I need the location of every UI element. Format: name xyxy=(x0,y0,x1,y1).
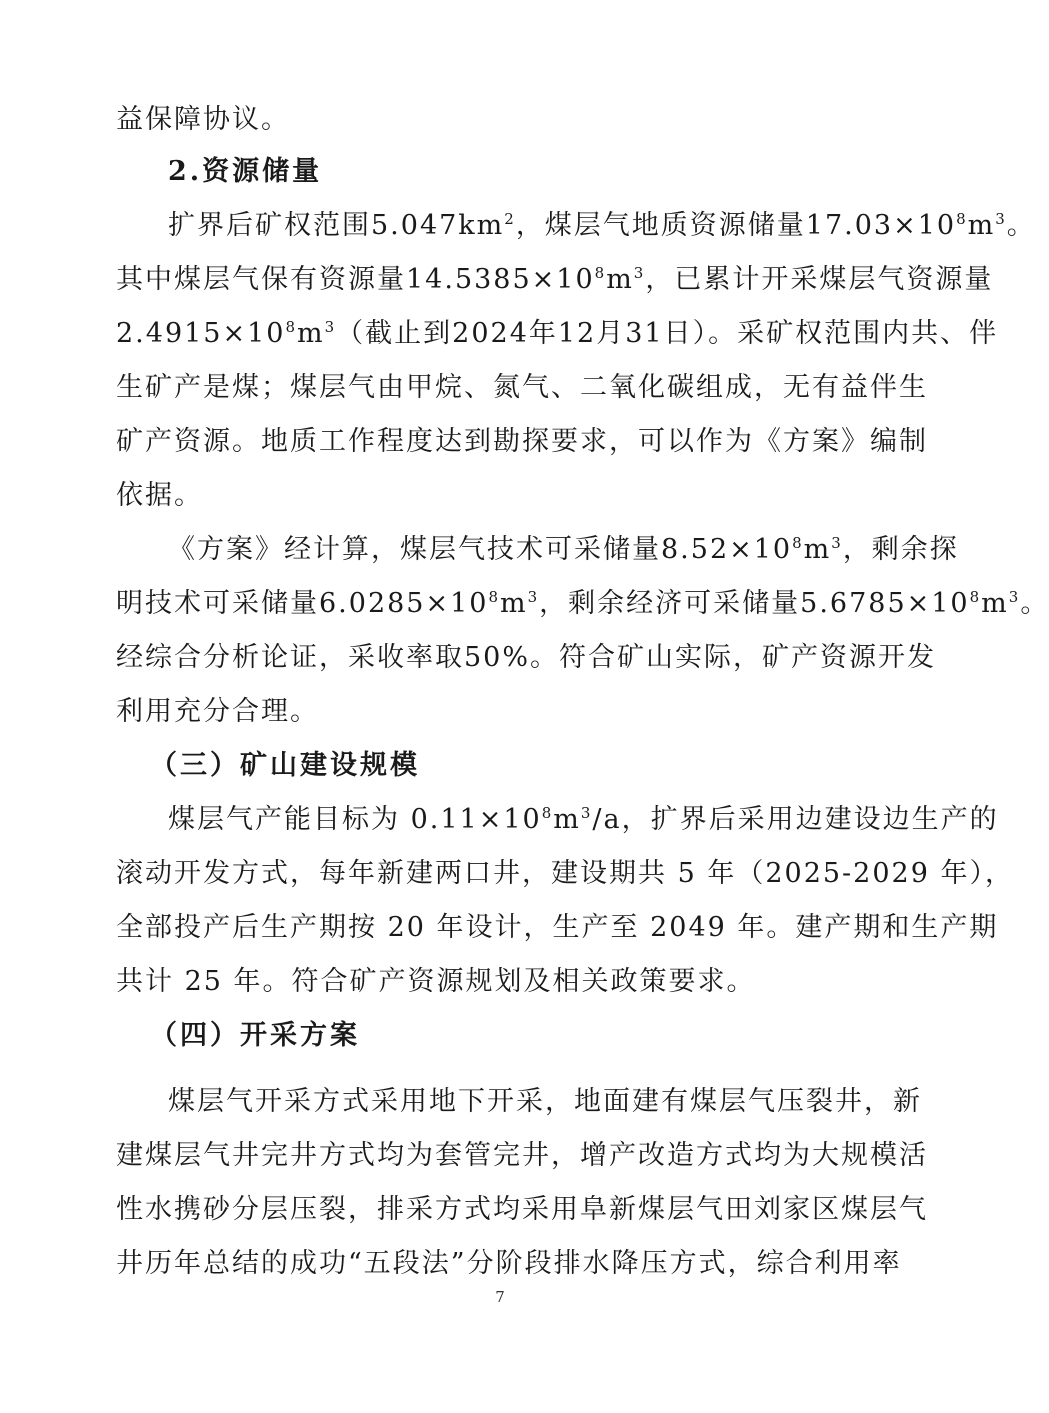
text-line: 建煤层气井完井方式均为套管完井，增产改造方式均为大规模活 xyxy=(116,1140,928,1171)
page-number: 7 xyxy=(495,1288,505,1306)
text-line: 性水携砂分层压裂，排采方式均采用阜新煤层气田刘家区煤层气 xyxy=(116,1194,928,1225)
text-line: 其中煤层气保有资源量$14.5385\times 10^8m^3$，已累计开采煤层气资源量 xyxy=(116,264,994,295)
section-heading-resource-reserves: 2.资源储量 xyxy=(168,156,323,187)
text-line: 明技术可采储量$6.0285\times 10^8m^3$，剩余经济可采储量$5.6785\times 10^8m^3$。 xyxy=(116,588,1049,619)
text-line: 井历年总结的成功“五段法”分阶段排水降压方式，综合利用率 xyxy=(116,1248,902,1279)
section-heading-mining-plan: （四）开采方案 xyxy=(150,1020,360,1051)
text-line: 共计 25 年。符合矿产资源规划及相关政策要求。 xyxy=(116,966,756,997)
text-line: 煤层气开采方式采用地下开采，地面建有煤层气压裂井，新 xyxy=(168,1086,922,1117)
text-line: 依据。 xyxy=(116,480,203,511)
text-line: 生矿产是煤；煤层气由甲烷、氮气、二氧化碳组成，无有益伴生 xyxy=(116,372,928,403)
text-line: 煤层气产能目标为 $0.11\times 10^8m^3/a$，扩界后采用边建设边生产的 xyxy=(168,804,999,835)
text-line: 矿产资源。地质工作程度达到勘探要求，可以作为《方案》编制 xyxy=(116,426,928,457)
text-line: 滚动开发方式，每年新建两口井，建设期共 5 年（2025-2029 年）， xyxy=(116,858,1014,889)
text-line: 利用充分合理。 xyxy=(116,696,319,727)
text-line: 《方案》经计算，煤层气技术可采储量$8.52\times 10^8m^3$，剩余探 xyxy=(168,534,959,565)
section-heading-mine-scale: （三）矿山建设规模 xyxy=(150,750,420,781)
text-line: 全部投产后生产期按 20 年设计，生产至 2049 年。建产期和生产期 xyxy=(116,912,999,943)
text-line: 经综合分析论证，采收率取50%。符合矿山实际，矿产资源开发 xyxy=(116,642,937,673)
text-line: 益保障协议。 xyxy=(116,104,290,135)
text-line: 扩界后矿权范围$5.047km^2$，煤层气地质资源储量$17.03\times 10^8m^3$。 xyxy=(168,210,1036,241)
text-line: $2.4915\times 10^8m^3$（截止到2024年12月31日）。采矿权范围内共、伴 xyxy=(116,318,999,349)
